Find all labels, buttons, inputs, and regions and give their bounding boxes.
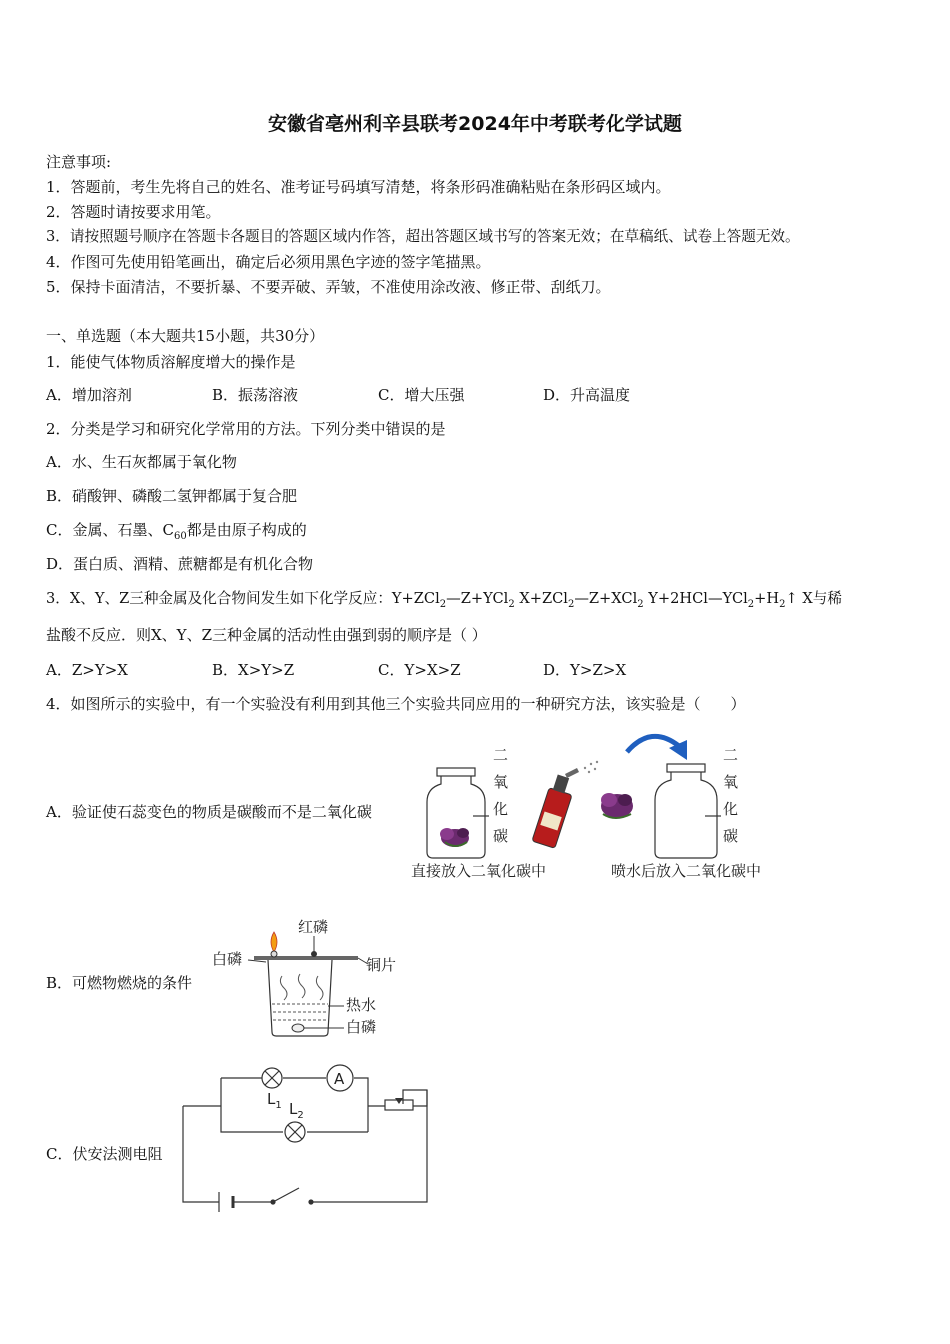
q2-option-a[interactable]: A．水、生石灰都属于氧化物 <box>46 453 237 471</box>
copper-sheet <box>254 956 358 960</box>
label-white-phosphorus-top: 白磷 <box>212 950 243 968</box>
notice-item-4: 4．作图可先使用铅笔画出，确定后必须用黑色字迹的签字笔描黑。 <box>46 253 491 271</box>
label-copper-sheet: 铜片 <box>366 956 397 974</box>
lamp-l1-label: $L_1$ <box>267 1090 282 1111</box>
white-phosphorus-top-dot <box>271 951 277 957</box>
red-phosphorus-dot <box>311 951 317 957</box>
notice-item-2: 2．答题时请按要求用笔。 <box>46 203 221 221</box>
white-phosphorus-bottom-dot <box>292 1024 304 1032</box>
switch-icon <box>271 1188 313 1204</box>
q1-stem: 1．能使气体物质溶解度增大的操作是 <box>46 353 296 371</box>
q4-option-b-figure <box>210 912 410 1042</box>
q3-stem-line2: 盐酸不反应．则X、Y、Z三种金属的活动性由强到弱的顺序是（ ） <box>46 626 487 644</box>
notice-item-3: 3．请按照题号顺序在答题卡各题目的答题区域内作答，超出答题区域书写的答案无效；在草稿纸、试卷上答题无效。 <box>46 228 800 245</box>
label-red-phosphorus: 红磷 <box>298 918 329 936</box>
circuit-wires <box>183 1078 427 1202</box>
q3-stem-line1: 3．X、Y、Z三种金属及化合物间发生如下化学反应：Y+ZCl$_2$—Z+YCl$_2$ X+ZCl$_2$—Z+XCl$_2$ $Y+2HCl—YCl_2+H_2↑$ X与稀 <box>46 590 842 610</box>
q2-option-b[interactable]: B．硝酸钾、磷酸二氢钾都属于复合肥 <box>46 487 298 505</box>
spray-bottle-icon <box>532 768 579 848</box>
q4-option-c-figure <box>175 1062 435 1222</box>
lamp-l2-label: $L_2$ <box>289 1100 304 1121</box>
caption-right: 喷水后放入二氧化碳中 <box>611 862 762 880</box>
q4-stem: 4．如图所示的实验中，有一个实验没有利用到其他三个实验共同应用的一种研究方法，该实验是（ ） <box>46 695 746 713</box>
q2-option-d[interactable]: D．蛋白质、酒精、蔗糖都是有机化合物 <box>46 555 314 573</box>
q1-option-d[interactable]: D．升高温度 <box>543 386 631 404</box>
q4-option-b-label[interactable]: B．可燃物燃烧的条件 <box>46 974 193 992</box>
page-title: 安徽省亳州利辛县联考2024年中考联考化学试题 <box>268 113 682 135</box>
label-white-phosphorus-bottom: 白磷 <box>346 1018 377 1036</box>
label-hot-water: 热水 <box>346 996 377 1014</box>
q1-option-c[interactable]: C．增大压强 <box>378 386 465 404</box>
q3-option-a[interactable]: A．Z>Y>X <box>46 661 128 679</box>
gas-label-left-4: 碳 <box>493 827 509 845</box>
q3-option-d[interactable]: D．Y>Z>X <box>543 661 627 679</box>
spray-mist <box>584 761 598 773</box>
steam-lines <box>280 974 323 1000</box>
battery-icon <box>219 1192 233 1212</box>
gas-label-left-3: 化 <box>493 800 509 818</box>
move-arrow-icon <box>627 736 679 752</box>
litmus-flower-sprayed-icon <box>601 793 633 818</box>
gas-label-right-1: 二 <box>723 746 739 764</box>
rheostat-slider-icon <box>395 1098 403 1104</box>
hot-water <box>272 1004 328 1020</box>
q3-option-b[interactable]: B．X>Y>Z <box>212 661 295 679</box>
notice-item-5: 5．保持卡面清洁，不要折暴、不要弄破、弄皱，不准使用涂改液、修正带、刮纸刀。 <box>46 278 611 296</box>
lamp-l1-icon <box>262 1068 282 1088</box>
gas-label-right-3: 化 <box>723 800 739 818</box>
gas-label-right-2: 氧 <box>723 773 739 791</box>
q1-option-a[interactable]: A．增加溶剂 <box>46 386 132 404</box>
notice-item-1: 1．答题前，考生先将自己的姓名、准考证号码填写清楚，将条形码准确粘贴在条形码区域内。 <box>46 178 671 196</box>
notice-heading: 注意事项: <box>46 153 112 171</box>
lamp-l2-icon <box>285 1122 305 1142</box>
q4-option-a-figure <box>405 730 805 890</box>
ammeter-label: A <box>334 1070 345 1088</box>
gas-label-left-2: 氧 <box>493 773 509 791</box>
q3-option-c[interactable]: C．Y>X>Z <box>378 661 461 679</box>
q4-option-a-label[interactable]: A．验证使石蕊变色的物质是碳酸而不是二氧化碳 <box>46 803 372 821</box>
caption-left: 直接放入二氧化碳中 <box>411 862 547 880</box>
q2-stem: 2．分类是学习和研究化学常用的方法。下列分类中错误的是 <box>46 420 446 438</box>
gas-label-left-1: 二 <box>493 746 509 764</box>
section-heading: 一、单选题（本大题共15小题，共30分） <box>46 327 325 345</box>
gas-label-right-4: 碳 <box>723 827 739 845</box>
flame-icon <box>271 932 277 952</box>
q2-option-c[interactable]: C．金属、石墨、$C_{60}$都是由原子构成的 <box>46 521 307 542</box>
q1-option-b[interactable]: B．振荡溶液 <box>212 386 299 404</box>
litmus-flower-left-icon <box>440 828 469 847</box>
q4-option-c-label[interactable]: C．伏安法测电阻 <box>46 1145 163 1163</box>
gas-jar-right <box>655 764 721 858</box>
